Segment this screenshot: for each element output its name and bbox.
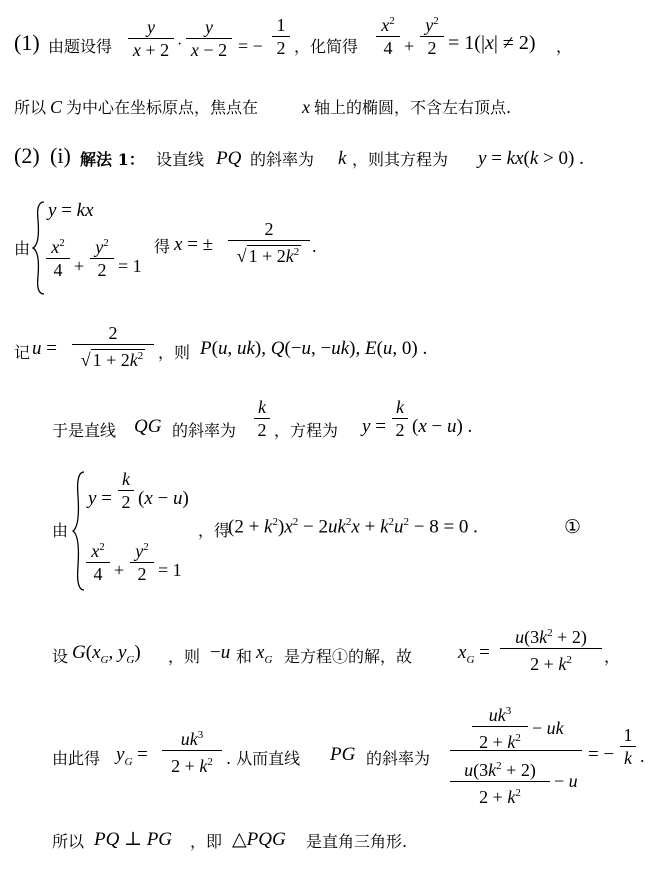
var-PQ: PQ <box>216 148 242 169</box>
equation-ellipse-condition: = 1(|x| ≠ 2) <box>448 32 536 54</box>
part2-label: (2) <box>14 143 40 168</box>
he-label: 和 <box>236 647 253 666</box>
ze-label: ，则 <box>158 343 191 362</box>
equals-minus: = − <box>238 36 263 56</box>
part1-text-d: 为中心在坐标原点，焦点在 <box>66 98 259 117</box>
y-equals-1: y = <box>362 416 386 437</box>
ji2-label: ，即 <box>190 832 223 851</box>
x-minus-u: (x − u) . <box>412 416 473 437</box>
you-label-2: 由 <box>52 521 69 540</box>
part2-text-c: ，则其方程为 <box>352 150 449 169</box>
fraction-one-half: 1 2 <box>272 14 290 59</box>
fraction-2-over-sqrt: 2 √ $1 + 2k^2$ <box>228 218 310 267</box>
part2-sublabel: (i) <box>50 143 71 168</box>
xielv-label: 的斜率为 <box>172 421 237 440</box>
points-PQE: P(u, uk), Q(−u, −uk), E(u, 0) . <box>200 338 428 359</box>
fangcheng-label: ，方程为 <box>274 421 339 440</box>
method-label: 解法 1： <box>80 150 145 169</box>
var-PG: PG <box>330 744 356 765</box>
ji-label: 记 <box>14 343 31 362</box>
fraction-u-def: 2 √ $1 + 2k^2$ <box>72 322 154 371</box>
you-label: 由 <box>14 239 31 258</box>
she-label: 设 <box>52 647 69 666</box>
plus-sign: + <box>404 36 415 56</box>
fraction-y2-over-2-sys1: $y^2$ 2 <box>90 232 114 281</box>
suoyi-label: 所以 <box>52 832 85 851</box>
ze2-label: ，则 <box>168 647 201 666</box>
period-2: . <box>640 746 645 766</box>
x-equals-pm: x = ± <box>174 234 214 255</box>
fraction-1-over-k: 1 k <box>620 724 636 769</box>
plus-sys2: + <box>114 560 125 580</box>
period-1: . <box>312 236 317 256</box>
fraction-y-over-xplus2: y x + 2 <box>128 16 174 61</box>
triangle-PQG: △PQG <box>232 829 286 850</box>
part2-text-a: 设直线 <box>156 150 205 169</box>
equals-minus-2: = − <box>588 744 615 765</box>
fraction-k-over-2-b: k 2 <box>392 396 408 441</box>
fraction-y-over-xminus2: y x − 2 <box>186 16 232 61</box>
equation-line-pq: y = kx(k > 0) . <box>478 148 584 169</box>
u-equals: u = <box>32 338 57 359</box>
comma-2: ， <box>604 647 621 666</box>
var-k: k <box>338 148 347 169</box>
part2-text-b: 的斜率为 <box>250 150 315 169</box>
eq-one-sys2: = 1 <box>158 560 182 580</box>
neg-u: −u <box>210 642 231 663</box>
fraction-x2-over-4-sys2: $x^2$ 4 <box>86 536 110 585</box>
fraction-yG: $uk^3$ $2 + k^2$ <box>162 724 222 777</box>
brace-2 <box>72 470 86 592</box>
plus-sys1: + <box>74 256 85 276</box>
xielv2-label: 的斜率为 <box>366 749 431 768</box>
dot-operator: · <box>177 36 183 53</box>
part1-text-e: 轴上的椭圆，不含左右顶点. <box>314 98 512 117</box>
fraction-k-over-2-sys2: k 2 <box>118 468 134 513</box>
part1-label: (1) <box>14 30 40 55</box>
y-equals-2: y = <box>88 488 112 509</box>
fraction-x2-over-4-sys1: $x^2$ 4 <box>46 232 70 281</box>
fraction-k-over-2: k 2 <box>254 396 270 441</box>
y-G-equals: $y_G$ = <box>116 744 148 768</box>
de2-label: ，得 <box>198 521 231 540</box>
fraction-y2-over-2: $y^2$ 2 <box>420 10 444 59</box>
brace-1 <box>32 200 46 296</box>
var-C: C <box>50 97 63 117</box>
var-x: x <box>302 97 310 117</box>
part1-text-a: 由题设得 <box>48 37 113 56</box>
x-G: $x_G$ <box>256 642 273 666</box>
de-label: 得 <box>154 237 171 256</box>
point-G: $G(x_G$, $y_G$) <box>72 642 141 666</box>
part1-text-c: 所以 <box>14 98 47 117</box>
eq-y-kx: y = kx <box>48 200 94 221</box>
x-G-equals: $x_G$ = <box>458 642 490 666</box>
part1-text-b: ，化简得 <box>294 37 359 56</box>
fraction-y2-over-2-sys2: $y^2$ 2 <box>130 536 154 585</box>
perpendicular: PQ ⊥ PG <box>94 829 173 850</box>
complex-slope-fraction: $uk^3$ $2 + k^2$ − uk $u(3k^2 + 2)$ $2 + k^2$ − u <box>450 700 582 803</box>
congerr-label: . 从而直线 <box>226 749 301 768</box>
x-minus-u-sys2: (x − u) <box>138 488 189 509</box>
eq-one-sys1: = 1 <box>118 256 142 276</box>
yushi-label: 于是直线 <box>52 421 117 440</box>
comma: ， <box>556 37 573 56</box>
circle-one: ① <box>564 516 582 538</box>
quadratic-eq: $(2 + k^2)x^2 - 2uk^2x + k^2u^2 - 8 = 0$ . <box>228 516 478 538</box>
var-QG: QG <box>134 416 162 437</box>
fraction-x2-over-4: $x^2$ 4 <box>376 10 400 59</box>
zhijiao-label: 是直角三角形. <box>306 832 408 851</box>
fraction-xG: $u(3k^2 + 2)$ $2 + k^2$ <box>500 622 602 675</box>
youci-label: 由此得 <box>52 749 101 768</box>
shi-label: 是方程①的解，故 <box>284 647 413 666</box>
